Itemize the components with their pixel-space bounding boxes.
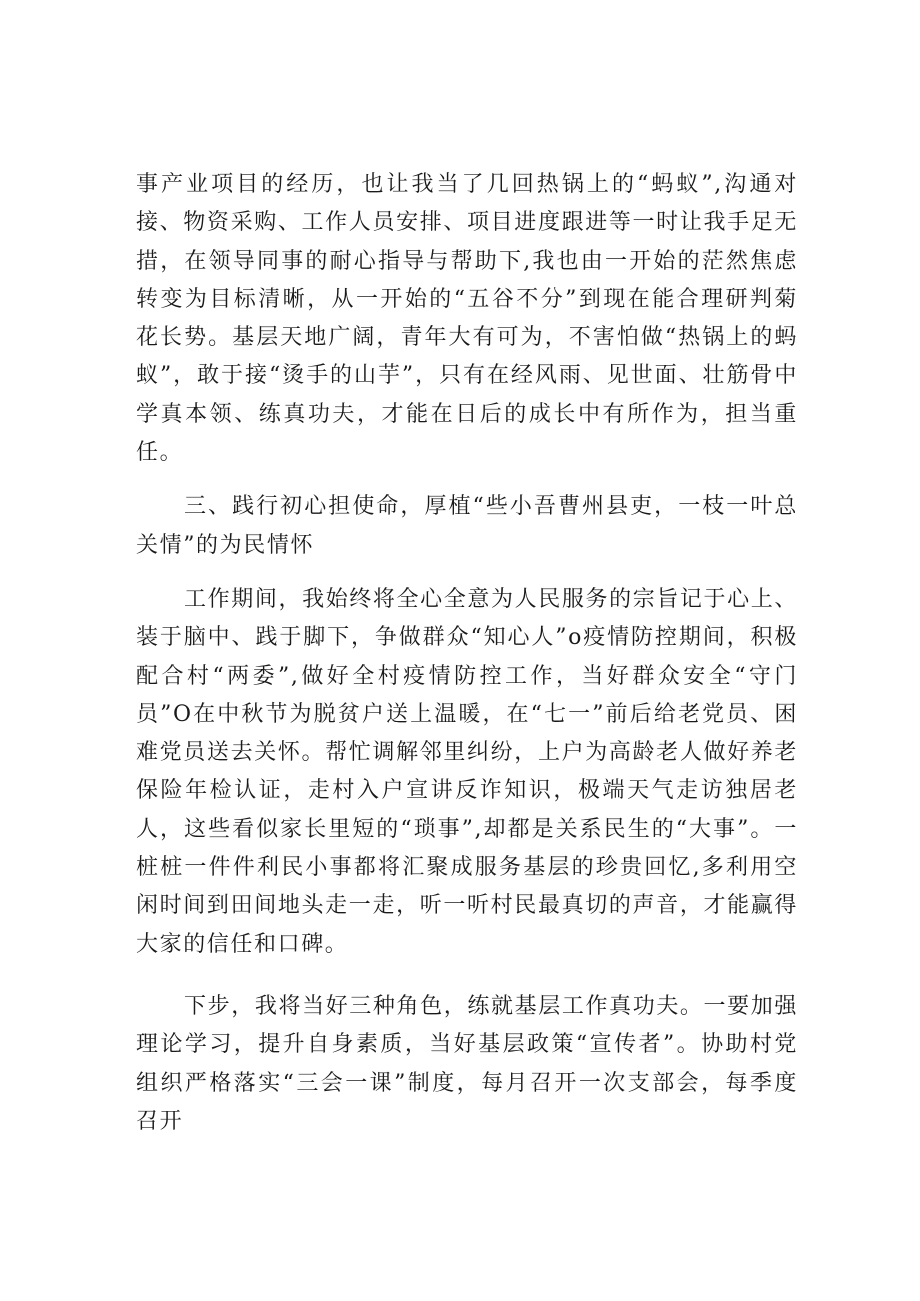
paragraph-work-period: 工作期间，我始终将全心全意为人民服务的宗旨记于心上、装于脑中、践于脚下，争做群众“知心人”o疫情防控期间，积极配合村“两委”,做好全村疫情防控工作，当好群众安全“守门员”O在中秋节为脱贫户送上温暖，在“七一”前后给老党员、困难党员送去关怀。帮忙调解邻里纠纷，上户为高龄老人做好养老保险年检认证，走村入户宣讲反诈知识，极端天气走访独居老人，这些看似家长里短的“琐事”,却都是关系民生的“大事”。一桩桩一件件利民小事都将汇聚成服务基层的珍贵回忆,多利用空闲时间到田间地头走一走，听一听村民最真切的声音，才能赢得大家的信任和口碑。 (136, 586, 798, 957)
section-heading-three: 三、践行初心担使命，厚植“些小吾曹州县吏，一枝一叶总关情”的为民情怀 (136, 494, 798, 558)
paragraph-continuation: 事产业项目的经历，也让我当了几回热锅上的“蚂蚁”,沟通对接、物资采购、工作人员安排、项目进度跟进等一时让我手足无措，在领导同事的耐心指导与帮助下,我也由一开始的茫然焦虑转变为目标清晰，从一开始的“五谷不分”到现在能合理研判菊花长势。基层天地广阔，青年大有可为，不害怕做“热锅上的蚂蚁”，敢于接“烫手的山芋”，只有在经风雨、见世面、壮筋骨中学真本领、练真功夫，才能在日后的成长中有所作为，担当重任。 (136, 172, 798, 466)
document-body (136, 166, 798, 1141)
paragraph-next-steps: 下步，我将当好三种角色，练就基层工作真功夫。一要加强理论学习，提升自身素质，当好基层政策“宣传者”。协助村党组织严格落实“三会一课”制度，每月召开一次支部会，每季度召开 (136, 993, 798, 1134)
